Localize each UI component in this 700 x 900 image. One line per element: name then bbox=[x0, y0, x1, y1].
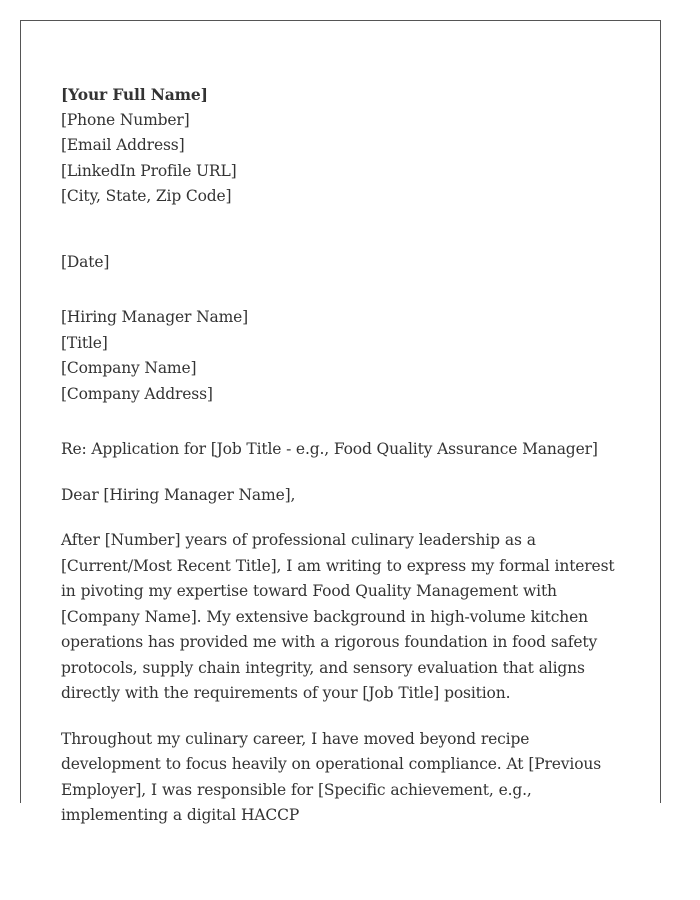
recipient-company: [Company Name] bbox=[61, 359, 197, 377]
sender-email: [Email Address] bbox=[61, 136, 185, 154]
recipient-title: [Title] bbox=[61, 333, 108, 352]
letter-date: [Date] bbox=[61, 252, 110, 271]
letter-body bbox=[61, 82, 629, 829]
subject-line: Re: Application for [Job Title - e.g., Food Quality Assurance Manager] bbox=[61, 440, 598, 458]
sender-linkedin: [LinkedIn Profile URL] bbox=[61, 161, 237, 180]
sender-block bbox=[61, 82, 629, 210]
recipient-name: [Hiring Manager Name] bbox=[61, 308, 249, 326]
sender-location: [City, State, Zip Code] bbox=[61, 187, 232, 205]
body-paragraph-2: Throughout my culinary career, I have moved beyond recipe development to focus heavily on operational compliance. At [Previous Employer], I was responsible for [Specific achievement, e.g., implementing a digital HACCP bbox=[61, 729, 602, 824]
salutation: Dear [Hiring Manager Name], bbox=[61, 485, 296, 504]
sender-phone: [Phone Number] bbox=[61, 110, 190, 129]
recipient-block bbox=[61, 305, 629, 407]
recipient-address: [Company Address] bbox=[61, 384, 213, 403]
sender-name: [Your Full Name] bbox=[61, 85, 208, 104]
letter-page bbox=[20, 20, 661, 824]
body-paragraph-1: After [Number] years of professional culinary leadership as a [Current/Most Recent Title], I am writing to express my formal interest in pivoting my expertise toward Food Quality Management with [Company Name]. My extensive background in high-volume kitchen operations has provided me with a rigorous foundation in food safety protocols, supply chain integrity, and sensory evaluation that aligns directly with the requirements of your [Job Title] position. bbox=[61, 531, 615, 702]
